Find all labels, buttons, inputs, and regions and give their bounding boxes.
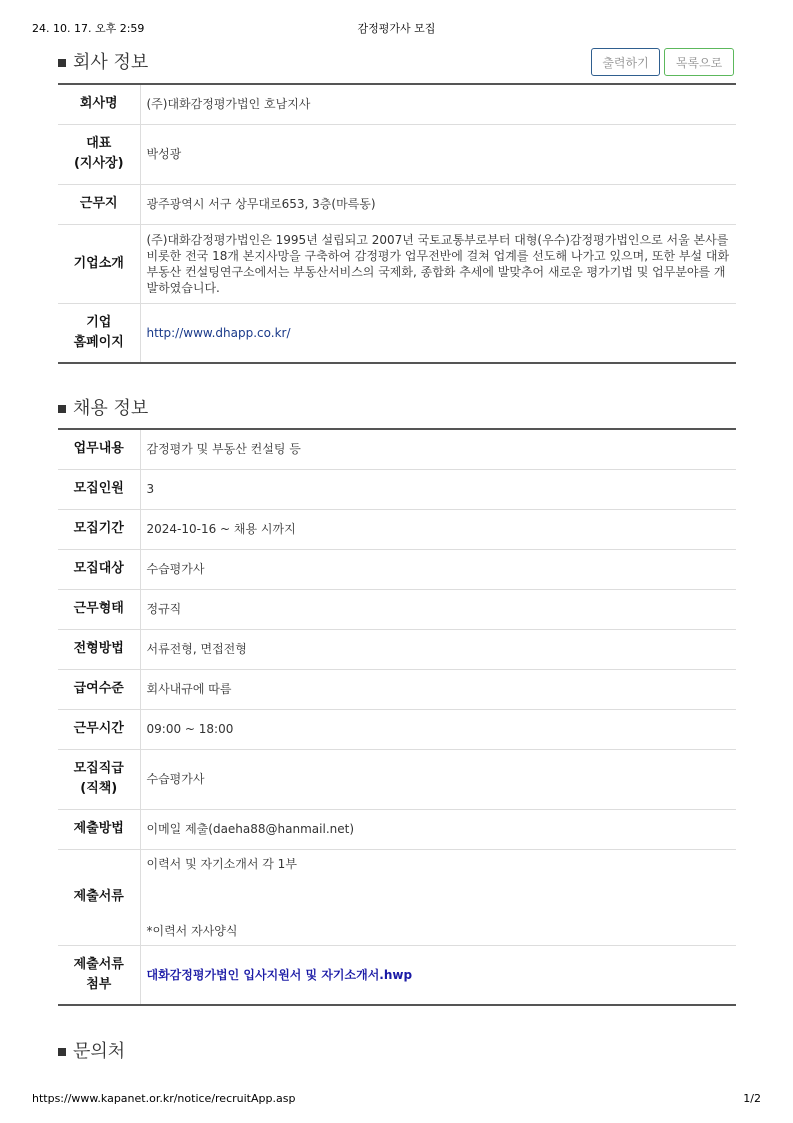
print-url: https://www.kapanet.or.kr/notice/recruitApp.asp: [32, 1092, 296, 1105]
duty-row: [58, 429, 736, 469]
square-bullet-icon: [58, 59, 66, 67]
homepage-label-line2: 홈페이지: [73, 334, 124, 350]
documents-cell: [140, 849, 736, 945]
documents-label: 제출서류: [58, 849, 140, 945]
headcount-label: 모집인원: [58, 469, 140, 509]
location-row: [58, 184, 736, 224]
attachment-cell: [140, 945, 736, 1005]
square-bullet-icon: [58, 1048, 66, 1056]
hours-row: [58, 709, 736, 749]
period-row: [58, 509, 736, 549]
recruit-info-table: [58, 428, 736, 1006]
location-label: 근무지: [58, 184, 140, 224]
contact-section-title: [58, 1037, 125, 1063]
target-label: 모집대상: [58, 549, 140, 589]
period-value: 2024-10-16 ~ 채용 시까지: [140, 509, 736, 549]
position-row: [58, 749, 736, 809]
attachment-label-line2: 첨부: [86, 976, 112, 992]
attachment-file-link[interactable]: 대화감정평가법인 입사지원서 및 자기소개서.hwp: [146, 967, 413, 982]
submit-method-value: 이메일 제출(daeha88@hanmail.net): [140, 809, 736, 849]
company-info-table: [58, 83, 736, 364]
company-section-label: 회사 정보: [73, 52, 149, 73]
position-label: [58, 749, 140, 809]
print-footer: [32, 1092, 761, 1108]
process-row: [58, 629, 736, 669]
hours-value: 09:00 ~ 18:00: [140, 709, 736, 749]
contact-section-label: 문의처: [73, 1041, 126, 1062]
submit-method-label: 제출방법: [58, 809, 140, 849]
process-value: 서류전형, 면접전형: [140, 629, 736, 669]
ceo-label-line2: (지사장): [73, 156, 124, 171]
company-section-title: [58, 48, 148, 74]
print-page-title: 감정평가사 모집: [357, 22, 436, 35]
homepage-label-line1: 기업: [86, 314, 112, 330]
documents-row: [58, 849, 736, 945]
intro-row: [58, 224, 736, 303]
position-value: 수습평가사: [140, 749, 736, 809]
submit-method-row: [58, 809, 736, 849]
homepage-row: [58, 303, 736, 363]
ceo-label-line1: 대표: [86, 136, 112, 151]
salary-value: 회사내규에 따름: [140, 669, 736, 709]
attachment-label: [58, 945, 140, 1005]
print-date: 24. 10. 17. 오후 2:59: [32, 22, 145, 35]
recruit-section-label: 채용 정보: [73, 398, 149, 419]
back-to-list-button[interactable]: 목록으로: [664, 48, 734, 76]
ceo-label: [58, 124, 140, 184]
recruit-section-title: [58, 394, 148, 420]
salary-label: 급여수준: [58, 669, 140, 709]
employment-type-row: [58, 589, 736, 629]
hours-label: 근무시간: [58, 709, 140, 749]
period-label: 모집기간: [58, 509, 140, 549]
ceo-row: [58, 124, 736, 184]
headcount-value: 3: [140, 469, 736, 509]
documents-line1: 이력서 및 자기소개서 각 1부: [146, 856, 297, 871]
target-value: 수습평가사: [140, 549, 736, 589]
location-value: 광주광역시 서구 상무대로653, 3층(마륵동): [140, 184, 736, 224]
employment-type-value: 정규직: [140, 589, 736, 629]
documents-line2: *이력서 자사양식: [146, 923, 238, 938]
ceo-value: 박성광: [140, 124, 736, 184]
intro-label: 기업소개: [58, 224, 140, 303]
company-name-row: [58, 84, 736, 124]
duty-value: 감정평가 및 부동산 컨설팅 등: [140, 429, 736, 469]
intro-value: (주)대화감정평가법인은 1995년 설립되고 2007년 국토교통부로부터 대형(우수)감정평가법인으로 서울 본사를 비롯한 전국 18개 본지사망을 구축하여 감정평가 업무전반에 걸쳐 업계를 선도해 나가고 있으며, 또한 부설 대화부동산 컨설팅연구소에서는 부동산서비스의 국제화, 종합화 추세에 발맞추어 새로운 평가기법 및 업무분야를 개발하였습니다.: [140, 224, 736, 303]
company-name-label: 회사명: [58, 84, 140, 124]
attachment-label-line1: 제출서류: [73, 956, 124, 972]
homepage-cell: [140, 303, 736, 363]
attachment-row: [58, 945, 736, 1005]
square-bullet-icon: [58, 405, 66, 413]
page-number: 1/2: [743, 1092, 761, 1105]
print-button[interactable]: 출력하기: [591, 48, 660, 76]
homepage-link[interactable]: http://www.dhapp.co.kr/: [146, 325, 291, 340]
target-row: [58, 549, 736, 589]
homepage-label: [58, 303, 140, 363]
headcount-row: [58, 469, 736, 509]
company-name-value: (주)대화감정평가법인 호남지사: [140, 84, 736, 124]
process-label: 전형방법: [58, 629, 140, 669]
print-header: [32, 20, 761, 36]
position-label-line1: 모집직급: [73, 761, 124, 776]
position-label-line2: (직책): [80, 781, 118, 796]
salary-row: [58, 669, 736, 709]
employment-type-label: 근무형태: [58, 589, 140, 629]
duty-label: 업무내용: [58, 429, 140, 469]
